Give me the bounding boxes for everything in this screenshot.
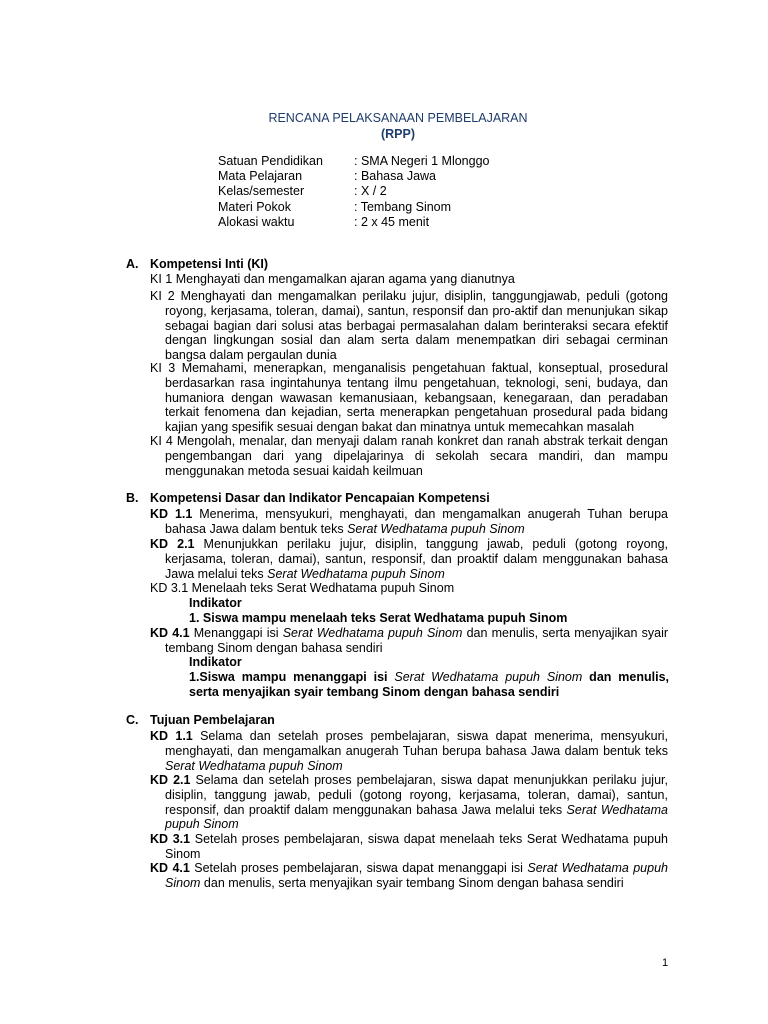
info-value: : SMA Negeri 1 Mlonggo: [354, 154, 490, 168]
kd-text: Menerima, mensyukuri, menghayati, dan mengamalkan anugerah Tuhan berupa bahasa Jawa dalam bentuk teks: [165, 507, 668, 536]
section-b-title: Kompetensi Dasar dan Indikator Pencapaian Kompetensi: [150, 491, 490, 505]
kd-3-1: KD 3.1 Menelaah teks Serat Wedhatama pupuh Sinom: [150, 581, 455, 595]
section-c-title: Tujuan Pembelajaran: [150, 713, 275, 727]
indikator-item: [189, 670, 669, 700]
info-label: Mata Pelajaran: [218, 169, 303, 184]
kd-text: Selama dan setelah proses pembelajaran, siswa dapat menerima, mensyukuri, menghayati, dan mengamalkan anugerah Tuhan berupa bahasa Jawa dalam bentuk teks: [165, 729, 668, 758]
info-label: Kelas/semester: [218, 184, 305, 199]
indikator-item: 1. Siswa mampu menelaah teks Serat Wedhatama pupuh Sinom: [189, 611, 568, 625]
kd-4-1: [150, 626, 668, 656]
info-value: : Tembang Sinom: [354, 199, 452, 214]
indikator-text-post: dan menulis, serta menyajikan syair tembang Sinom dengan bahasa sendiri: [189, 670, 669, 699]
kd-text: Menunjukkan perilaku jujur, disiplin, tanggung jawab, peduli (gotong royong, kerjasama, toleran, damai), santun, responsif, dan proaktif dalam menggunakan bahasa Jawa melalui teks: [165, 537, 668, 581]
indikator-label: Indikator: [189, 596, 242, 610]
section-c-heading: [126, 713, 275, 728]
info-label: Satuan Pendidikan: [218, 154, 323, 168]
kd-2-1: [150, 537, 668, 581]
info-row: [218, 184, 490, 199]
kd-code: KD 4.1: [150, 626, 190, 640]
kd-italic-text: Serat Wedhatama pupuh Sinom: [267, 566, 445, 581]
kd-text-post: dan menulis, serta menyajikan syair tembang Sinom dengan bahasa sendiri: [165, 626, 669, 655]
indikator-label: Indikator: [189, 655, 242, 669]
kd-text: Menanggapi isi: [189, 626, 283, 640]
section-c-letter: C.: [126, 713, 139, 727]
info-label: Alokasi waktu: [218, 214, 295, 229]
kd-text: Setelah proses pembelajaran, siswa dapat menanggapi isi: [189, 861, 528, 875]
section-a-heading: [126, 257, 268, 272]
section-a-letter: A.: [126, 257, 139, 271]
page-number: 1: [662, 957, 669, 969]
tujuan-kd-3-1: [150, 832, 668, 862]
tujuan-kd-2-1: [150, 773, 668, 832]
kd-1-1: [150, 507, 668, 537]
kd-text: Selama dan setelah proses pembelajaran, siswa dapat menunjukkan perilaku jujur, disiplin, tanggung jawab, peduli (gotong royong, kerjasama, toleran, damai), santun, responsif, dan proaktif dalam menggunakan bahasa Jawa melalui teks: [165, 773, 668, 817]
kd-code: KD 4.1: [150, 861, 190, 875]
kd-code: KD 2.1: [150, 537, 195, 551]
indikator-italic-text: Serat Wedhatama pupuh Sinom: [394, 670, 583, 684]
info-row: [218, 200, 490, 215]
ki-1: KI 1 Menghayati dan mengamalkan ajaran agama yang dianutnya: [150, 272, 515, 286]
info-label: Materi Pokok: [218, 199, 291, 214]
kd-italic-text: Serat Wedhatama pupuh Sinom: [165, 758, 343, 773]
kd-text-post: dan menulis, serta menyajikan syair tembang Sinom dengan bahasa sendiri: [200, 875, 624, 890]
info-row: [218, 215, 490, 230]
indikator-text: 1.Siswa mampu menanggapi isi: [189, 670, 395, 684]
info-value: : 2 x 45 menit: [354, 214, 430, 229]
kd-code: KD 1.1: [150, 729, 193, 743]
section-b-letter: B.: [126, 491, 139, 505]
info-value: : Bahasa Jawa: [354, 169, 436, 184]
section-b-heading: [126, 491, 490, 506]
tujuan-kd-1-1: [150, 729, 668, 773]
ki-3: KI 3 Memahami, menerapkan, menganalisis pengetahuan faktual, konseptual, prosedural berdasarkan rasa ingintahunya tentang ilmu pengetahuan, teknologi, seni, budaya, dan humaniora dengan wawasan kemanusiaan, kebangsaan, kenegaraan, dan peradaban terkait fenomena dan kejadian, serta menerapkan pengetahuan prosedural pada bidang kajian yang spesifik sesuai dengan bakat dan minatnya untuk memecahkan masalah: [150, 361, 668, 435]
document-title: RENCANA PELAKSANAAN PEMBELAJARAN: [268, 111, 528, 125]
info-value: : X / 2: [354, 184, 387, 199]
info-row: [218, 154, 490, 169]
kd-code: KD 1.1: [150, 507, 193, 521]
tujuan-kd-4-1: [150, 861, 668, 891]
identity-table: [218, 154, 490, 230]
kd-italic-text: Serat Wedhatama pupuh Sinom: [165, 802, 668, 832]
kd-italic-text: Serat Wedhatama pupuh Sinom: [165, 861, 668, 890]
info-row: [218, 169, 490, 184]
kd-italic-text: Serat Wedhatama pupuh Sinom: [347, 521, 525, 536]
kd-italic-text: Serat Wedhatama pupuh Sinom: [282, 626, 463, 640]
kd-code: KD 3.1: [150, 832, 191, 846]
kd-code: KD 2.1: [150, 773, 191, 787]
ki-4: KI 4 Mengolah, menalar, dan menyaji dalam ranah konkret dan ranah abstrak terkait dengan pengembangan dari yang dipelajarinya di sekolah secara mandiri, dan mampu menggunakan metoda sesuai kaidah keilmuan: [150, 434, 668, 478]
ki-2: KI 2 Menghayati dan mengamalkan perilaku jujur, disiplin, tanggungjawab, peduli (gotong royong, kerjasama, toleran, damai), santun, responsif dan pro-aktif dan menunjukan sikap sebagai bagian dari solusi atas berbagai permasalahan dalam berinteraksi secara efektif dengan lingkungan sosial dan alam serta dalam menempatkan diri sebagai cerminan bangsa dalam pergaulan dunia: [150, 289, 668, 363]
kd-text: Setelah proses pembelajaran, siswa dapat menelaah teks Serat Wedhatama pupuh Sinom: [165, 832, 668, 861]
section-a-title: Kompetensi Inti (KI): [150, 257, 269, 271]
document-subtitle: (RPP): [380, 127, 416, 141]
